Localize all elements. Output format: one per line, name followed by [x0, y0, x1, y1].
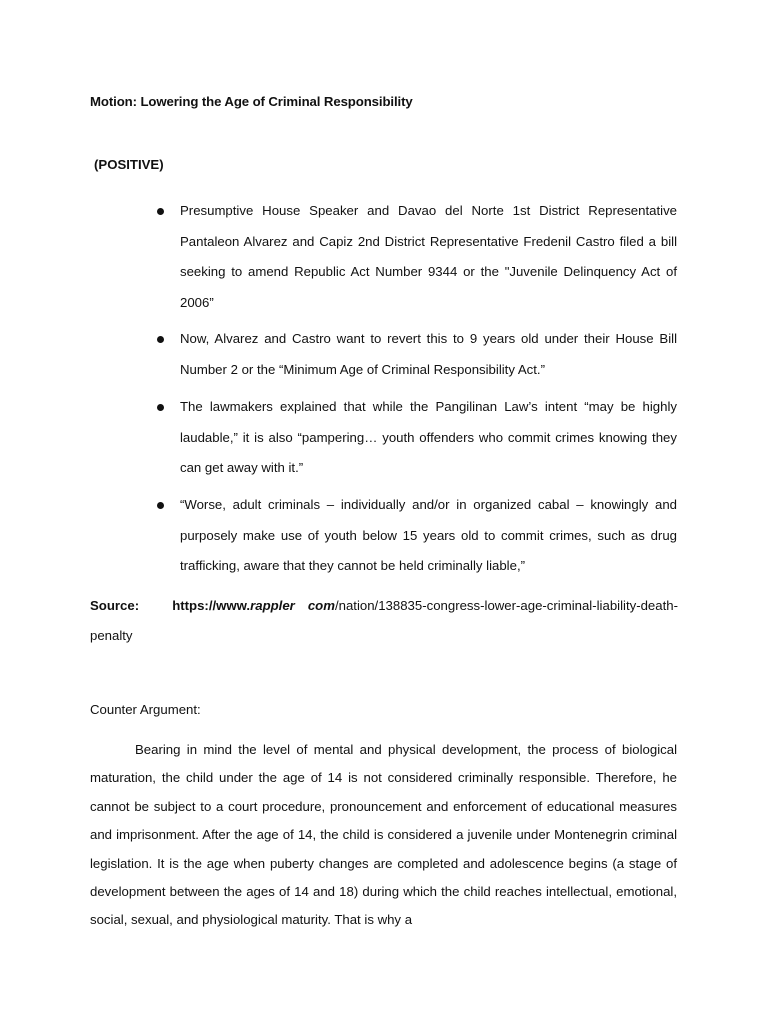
bullet-item: [180, 490, 677, 582]
url-tld: com: [307, 598, 335, 613]
bullet-item: [180, 324, 677, 385]
url-prefix: https://www.: [172, 598, 251, 613]
document-title: Motion: Lowering the Age of Criminal Responsibility: [90, 94, 413, 109]
bullet-item: [180, 392, 677, 484]
bullet-text: Presumptive House Speaker and Davao del Norte 1st District Representative Pantaleon Alvarez and Capiz 2nd District Representative Fredenil Castro filed a bill seeking to amend Republic Act Number 9344 or the "Juvenile Delinquency Act of 2006”: [180, 203, 677, 310]
url-domain: rappler: [250, 598, 295, 613]
bullet-dot-icon: [157, 336, 164, 343]
position-label: (POSITIVE): [94, 157, 164, 172]
bullet-text: Now, Alvarez and Castro want to revert this to 9 years old under their House Bill Number 2 or the “Minimum Age of Criminal Responsibility Act.”: [180, 331, 677, 377]
url-path: /nation/138835-congress-lower-age-criminal-liability-death-: [334, 598, 678, 613]
source-label: Source:: [90, 598, 140, 613]
source-link[interactable]: [172, 591, 678, 621]
bullet-dot-icon: [157, 502, 164, 509]
source-citation: [90, 591, 678, 651]
bullet-dot-icon: [157, 208, 164, 215]
counter-argument-heading: Counter Argument:: [90, 702, 201, 717]
counter-argument-paragraph: Bearing in mind the level of mental and physical development, the process of biological maturation, the child under the age of 14 is not considered criminally responsible. Therefore, he cannot be subject to a court procedure, pronouncement and enforcement of educational measures and imprisonment. After the age of 14, the child is considered a juvenile under Montenegrin criminal legislation. It is the age when puberty changes are completed and adolescence begins (a stage of development between the ages of 14 and 18) during which the child reaches intellectual, emotional, social, sexual, and physiological maturity. That is why a: [90, 742, 677, 928]
bullet-text: “Worse, adult criminals – individually and/or in organized cabal – knowingly and purposely make use of youth below 15 years old to commit crimes, such as drug trafficking, aware that they cannot be held criminally liable,”: [180, 497, 677, 573]
bullet-text: The lawmakers explained that while the Pangilinan Law’s intent “may be highly laudable,” it is also “pampering… youth offenders who commit crimes knowing they can get away with it.”: [180, 399, 677, 475]
bullet-item: [180, 196, 677, 318]
url-continuation[interactable]: penalty: [90, 628, 133, 643]
bullet-dot-icon: [157, 404, 164, 411]
